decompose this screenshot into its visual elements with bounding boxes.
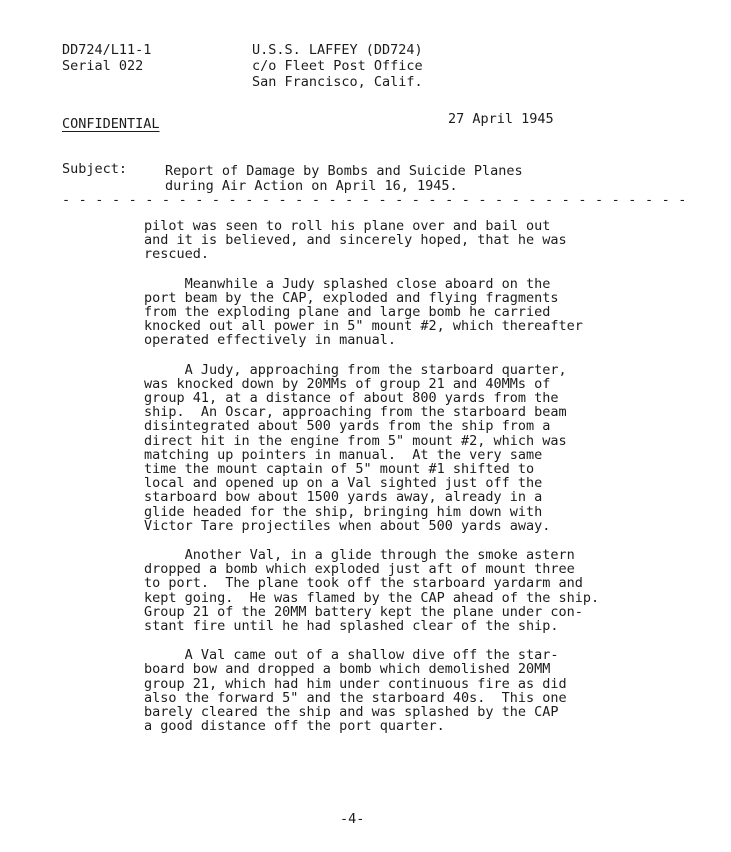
document-date: 27 April 1945 (448, 111, 554, 127)
text-line: starboard bow about 1500 yards away, already in a (144, 489, 543, 506)
text-line: direct hit in the engine from 5" mount #2, which was (144, 432, 567, 449)
subject-line: during Air Action on April 16, 1945. (165, 178, 458, 194)
text-line: disintegrated about 500 yards from the ship from a (144, 418, 551, 435)
post-office: c/o Fleet Post Office (252, 58, 423, 74)
text-line: ship. An Oscar, approaching from the starboard beam (144, 404, 567, 421)
text-line: dropped a bomb which exploded just aft of mount three (144, 561, 575, 578)
text-line: A Val came out of a shallow dive off the star- (144, 647, 559, 664)
text-line: to port. The plane took off the starboard yardarm and (144, 575, 583, 592)
text-line: A Judy, approaching from the starboard quarter, (144, 361, 567, 378)
paragraph (144, 277, 634, 348)
paragraph (144, 548, 634, 633)
text-line: matching up pointers in manual. At the very same (144, 446, 543, 463)
city: San Francisco, Calif. (252, 74, 423, 90)
paragraph (144, 363, 634, 533)
text-line: and it is believed, and sincerely hoped, that he was (144, 232, 567, 249)
text-line: stant fire until he had splashed clear of the ship. (144, 618, 559, 635)
text-line: Another Val, in a glide through the smoke astern (144, 547, 575, 564)
text-line: group 21, which had him under continuous fire as did (144, 675, 567, 692)
text-line: Victor Tare projectiles when about 500 yards away. (144, 517, 551, 534)
text-line: operated effectively in manual. (144, 332, 396, 349)
page-number: -4- (340, 811, 365, 827)
ship-name: U.S.S. LAFFEY (DD724) (252, 42, 423, 58)
file-code: DD724/L11-1 (62, 42, 152, 58)
report-body (144, 219, 634, 749)
text-line: glide headed for the ship, bringing him down with (144, 503, 543, 520)
text-line: a good distance off the port quarter. (144, 718, 445, 735)
text-line: pilot was seen to roll his plane over and bail out (144, 218, 551, 234)
text-line: group 41, at a distance of about 800 yards from the (144, 390, 559, 407)
paragraph (144, 219, 634, 262)
subject-label: Subject: (62, 161, 128, 177)
subject-line: Report of Damage by Bombs and Suicide Planes (165, 163, 523, 179)
serial-number: Serial 022 (62, 58, 144, 74)
text-line: also the forward 5" and the starboard 40s. This one (144, 689, 567, 706)
text-line: board bow and dropped a bomb which demolished 20MM (144, 661, 551, 678)
text-line: knocked out all power in 5" mount #2, which thereafter (144, 318, 583, 335)
text-line: Group 21 of the 20MM battery kept the plane under con- (144, 603, 583, 620)
text-line: Meanwhile a Judy splashed close aboard on the (144, 275, 551, 292)
text-line: was knocked down by 20MMs of group 21 and 40MMs of (144, 375, 551, 392)
text-line: kept going. He was flamed by the CAP ahead of the ship. (144, 589, 600, 606)
text-line: time the mount captain of 5" mount #1 shifted to (144, 461, 535, 478)
ship-address (252, 42, 423, 90)
text-line: rescued. (144, 246, 210, 263)
classification-label: CONFIDENTIAL (62, 116, 160, 132)
text-line: from the exploding plane and large bomb he carried (144, 304, 551, 321)
text-line: local and opened up on a Val sighted just off the (144, 475, 543, 492)
paragraph (144, 648, 634, 733)
subject-text (165, 164, 585, 194)
file-reference (62, 42, 151, 74)
text-line: port beam by the CAP, exploded and flying fragments (144, 289, 559, 306)
text-line: barely cleared the ship and was splashed by the CAP (144, 704, 559, 721)
separator-line: - - - - - - - - - - - - - - - - - - - - - - - - - - - - - - - - - - - - - - (62, 192, 687, 208)
